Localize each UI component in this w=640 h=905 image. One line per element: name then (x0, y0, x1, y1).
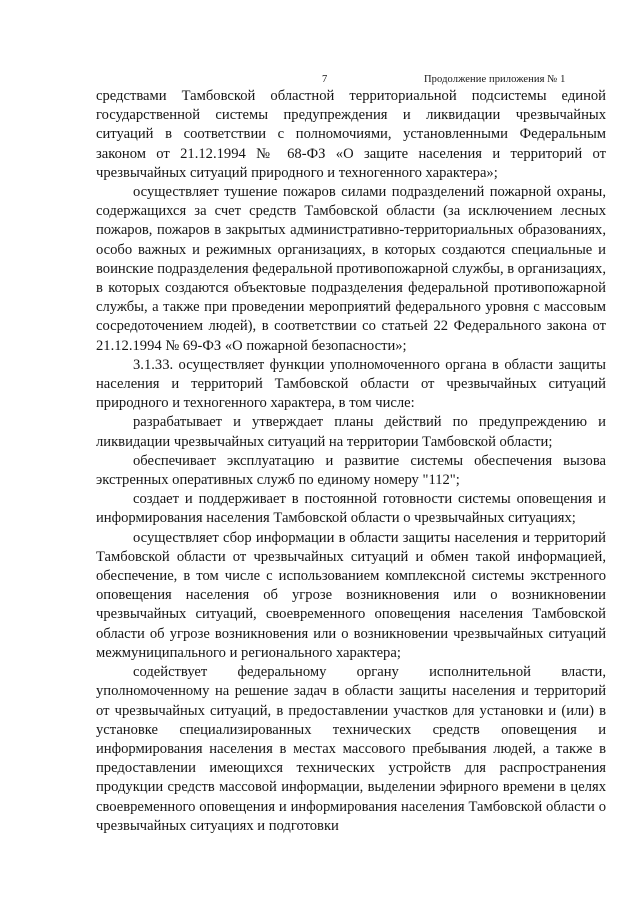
paragraph: разрабатывает и утверждает планы действий по предупреждению и ликвидации чрезвычайных ситуаций на территории Тамбовской области; (96, 414, 606, 450)
page-header (0, 74, 640, 88)
paragraph: содействует федеральному органу исполнительной власти, уполномоченному на решение задач в области защиты населения и территорий от чрезвычайных ситуаций, в предоставлении участков для установки и (или) в установке специализированных технических средств оповещения и информирования населения в местах массового пребывания людей, а также в предоставлении имеющихся технических устройств для распространения продукции средств массовой информации, выделении эфирного времени в целях своевременного оповещения и информирования населения Тамбовской области о чрезвычайных ситуациях и подготовки (96, 664, 606, 834)
paragraph: осуществляет сбор информации в области защиты населения и территорий Тамбовской области от чрезвычайных ситуаций и обмен такой информацией, обеспечение, в том числе с использованием комплексной системы экстренного оповещения населения об угрозе возникновения или о возникновении чрезвычайных ситуаций, своевременного оповещения населения Тамбовской области об угрозе возникновения или о возникновении чрезвычайных ситуаций межмуниципального и регионального характера; (96, 529, 606, 661)
paragraph: 3.1.33. осуществляет функции уполномоченного органа в области защиты населения и территорий Тамбовской области от чрезвычайных ситуаций природного и техногенного характера, в том числе: (96, 356, 606, 412)
paragraph: обеспечивает эксплуатацию и развитие системы обеспечения вызова экстренных оперативных служб по единому номеру "112"; (96, 452, 606, 489)
appendix-continuation-note: Продолжение приложения № 1 (424, 74, 566, 85)
paragraph: создает и поддерживает в постоянной готовности системы оповещения и информирования населения Тамбовской области о чрезвычайных ситуациях; (96, 491, 606, 527)
paragraph: осуществляет тушение пожаров силами подразделений пожарной охраны, содержащихся за счет средств Тамбовской области (за исключением лесных пожаров, пожаров в закрытых административно-территориальных образованиях, особо важных и режимных организациях, в которых создаются специальные и воинские подразделения федеральной противопожарной службы, в организациях, в которых создаются объектовые подразделения федеральной противопожарной службы, а также при проведении мероприятий федерального уровня с массовым сосредоточением людей), в соответствии со статьей 22 Федерального закона от 21.12.1994 № 69-ФЗ «О пожарной безопасности»; (96, 184, 606, 354)
page-number: 7 (322, 74, 328, 85)
document-body (96, 87, 606, 836)
paragraph: средствами Тамбовской областной территориальной подсистемы единой государственной системы предупреждения и ликвидации чрезвычайных ситуаций в соответствии с полномочиями, установленными Федеральным законом от 21.12.1994 № 68-ФЗ «О защите населения и территорий от чрезвычайных ситуаций природного и техногенного характера»; (96, 88, 606, 181)
